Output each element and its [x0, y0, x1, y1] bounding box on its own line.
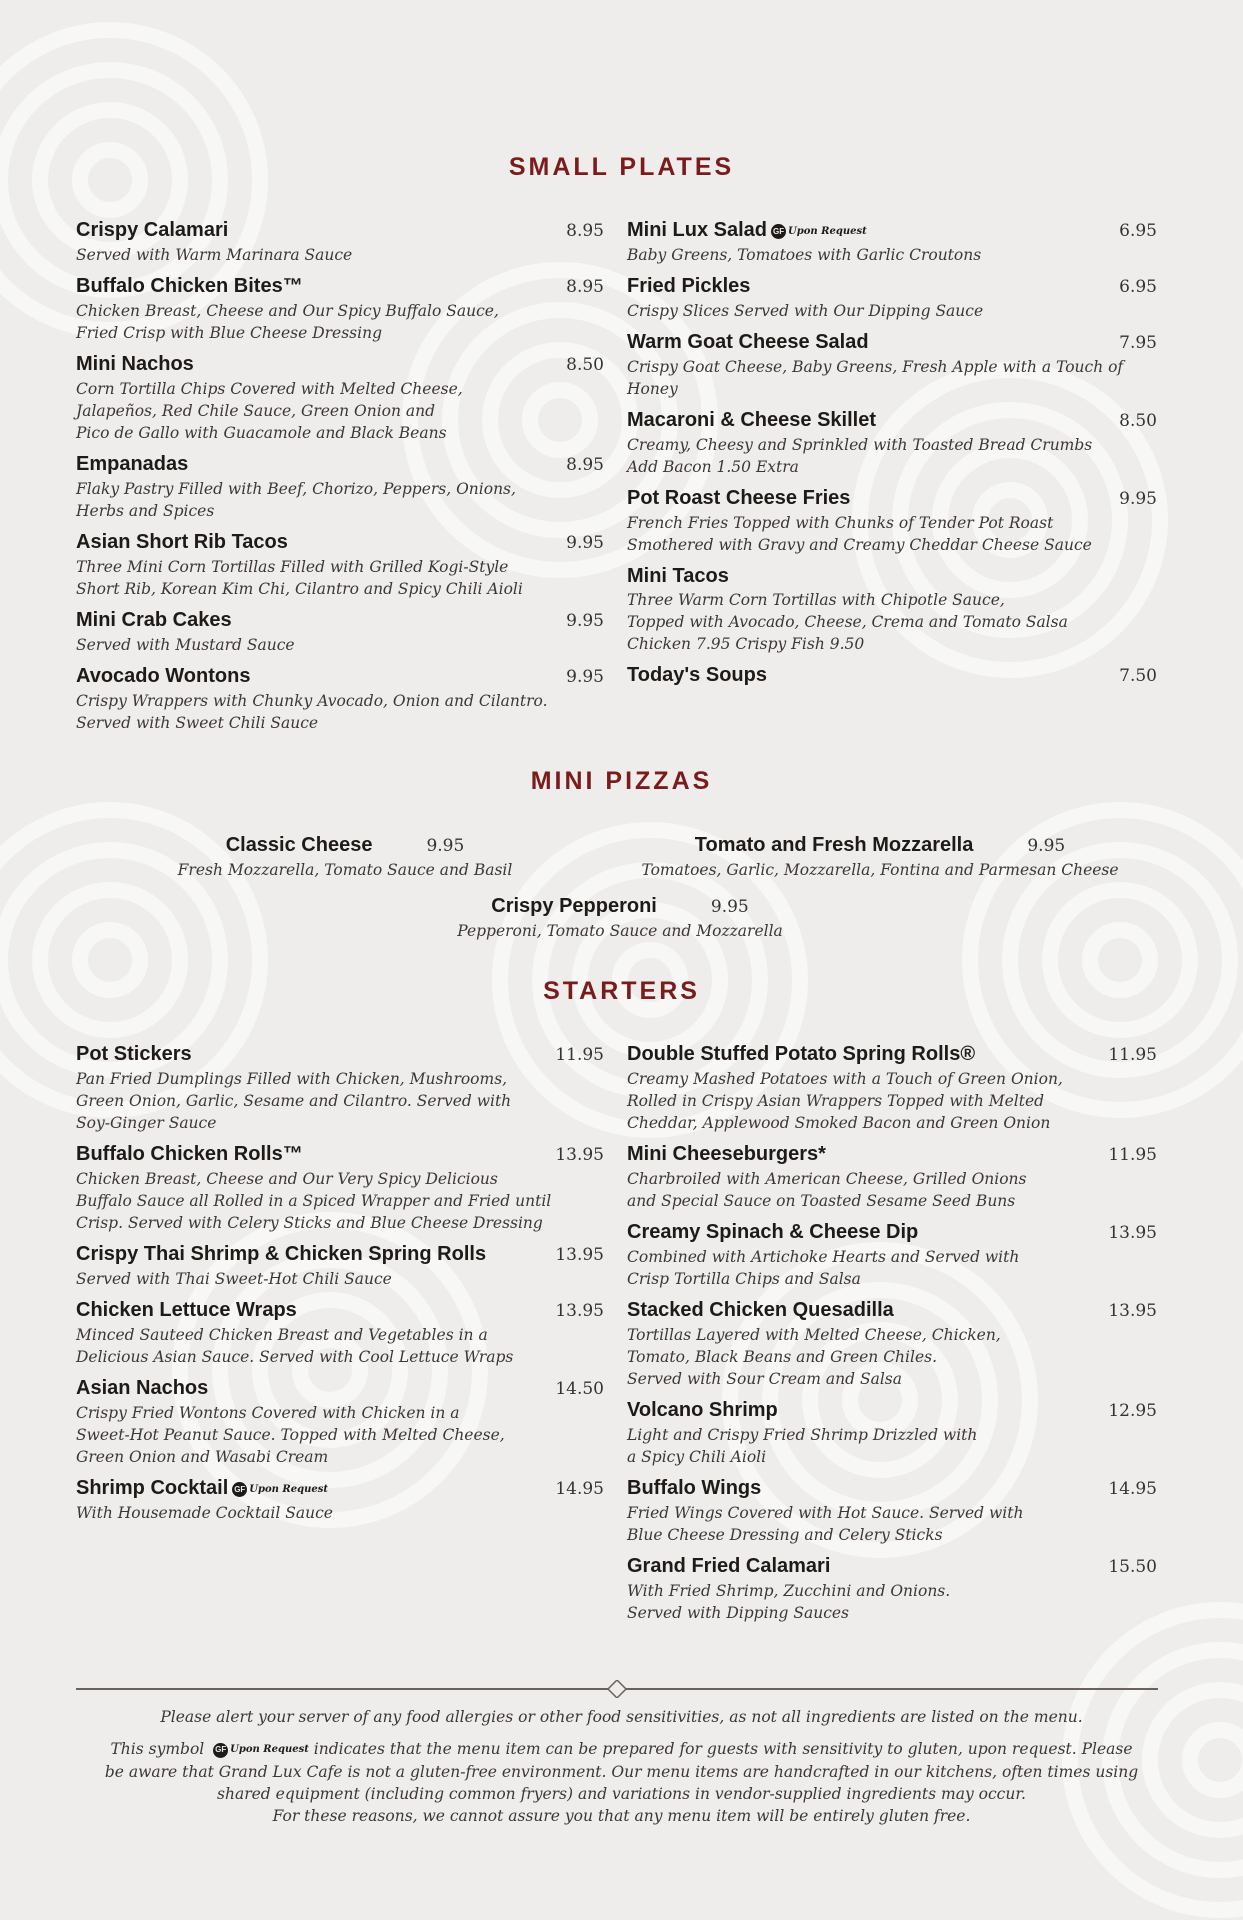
item-price: 11.95 [1108, 1145, 1157, 1165]
item-name: Mini Nachos [76, 353, 194, 375]
item-header [76, 1241, 604, 1268]
gluten-free-note [70, 1738, 1173, 1827]
item-price: 6.95 [1119, 221, 1157, 241]
item-name: Creamy Spinach & Cheese Dip [627, 1221, 919, 1243]
item-price: 9.95 [1119, 489, 1157, 509]
item-price: 8.95 [566, 455, 604, 475]
item-header [627, 662, 1157, 689]
item-name: Buffalo Chicken Bites™ [76, 275, 303, 297]
menu-item [627, 329, 1157, 400]
item-name: Double Stuffed Potato Spring Rolls® [627, 1043, 976, 1065]
item-title-group [627, 485, 850, 511]
item-description: Three Mini Corn Tortillas Filled with Grilled Kogi-Style Short Rib, Korean Kim Chi, Cilantro and Spicy Chili Aioli [76, 558, 523, 598]
item-title-group [76, 1475, 328, 1501]
item-header [76, 607, 604, 634]
gf-prefix: This symbol [110, 1740, 205, 1758]
item-description: Combined with Artichoke Hearts and Served with Crisp Tortilla Chips and Salsa [627, 1248, 1020, 1288]
item-header [627, 1219, 1157, 1246]
item-name: Tomato and Fresh Mozzarella [694, 834, 974, 856]
item-name: Mini Crab Cakes [76, 609, 232, 631]
item-name: Pot Stickers [76, 1043, 192, 1065]
gluten-free-icon: GF [232, 1482, 247, 1497]
item-price: 13.95 [555, 1245, 604, 1265]
item-header [76, 451, 604, 478]
starters-right-column [627, 1041, 1157, 1631]
starters-left-column [76, 1041, 604, 1531]
item-name: Shrimp Cocktail [76, 1477, 229, 1499]
item-price: 14.50 [555, 1379, 604, 1399]
item-title-group [627, 662, 767, 688]
starters-title: STARTERS [543, 977, 700, 1005]
item-header [76, 1375, 604, 1402]
item-description: Three Warm Corn Tortillas with Chipotle Sauce, Topped with Avocado, Cheese, Crema and Tomato Salsa Chicken 7.95 Crispy Fish 9.50 [627, 591, 1068, 653]
menu-item [627, 1475, 1157, 1546]
gluten-free-icon: GF [213, 1743, 228, 1758]
item-description: Crispy Wrappers with Chunky Avocado, Onion and Cilantro. Served with Sweet Chili Sauce [76, 692, 548, 732]
section-divider [76, 1680, 1158, 1698]
item-name: Avocado Wontons [76, 665, 251, 687]
allergy-note: Please alert your server of any food allergies or other food sensitivities, as not all ingredients are listed on the menu. [160, 1708, 1083, 1726]
item-title-group [627, 1397, 778, 1423]
item-title-group [627, 1297, 894, 1323]
item-description: Crispy Fried Wontons Covered with Chicken in a Sweet-Hot Peanut Sauce. Topped with Melted Cheese, Green Onion and Wasabi Cream [76, 1404, 505, 1466]
gf-text: indicates that the menu item can be prepared for guests with sensitivity to gluten, upon request. Please [313, 1740, 1133, 1758]
item-price: 6.95 [1119, 277, 1157, 297]
item-header [627, 217, 1157, 244]
item-header [76, 663, 604, 690]
item-name: Crispy Pepperoni [491, 895, 657, 917]
item-name: Fried Pickles [627, 275, 751, 297]
item-header [627, 1141, 1157, 1168]
item-price: 9.95 [710, 897, 749, 917]
item-title-group [76, 1241, 486, 1267]
item-title-group [627, 1219, 918, 1245]
item-description: Pepperoni, Tomato Sauce and Mozzarella [457, 922, 783, 940]
item-price: 13.95 [1108, 1301, 1157, 1321]
item-price: 7.95 [1119, 333, 1157, 353]
menu-item [627, 1553, 1157, 1624]
item-title-group [76, 529, 288, 555]
item-price: 8.50 [1119, 411, 1157, 431]
item-header [76, 1475, 604, 1502]
item-price: 13.95 [555, 1145, 604, 1165]
item-name: Mini Tacos [627, 565, 729, 587]
menu-item [76, 1041, 604, 1134]
item-price: 9.95 [566, 611, 604, 631]
item-name: Buffalo Chicken Rolls™ [76, 1143, 303, 1165]
item-description: Fried Wings Covered with Hot Sauce. Served with Blue Cheese Dressing and Celery Sticks [627, 1504, 1024, 1544]
item-title-group [627, 329, 869, 355]
item-header [627, 1297, 1157, 1324]
gf-text: For these reasons, we cannot assure you that any menu item will be entirely gluten free. [272, 1807, 971, 1825]
item-title-group [627, 407, 876, 433]
item-title-group [627, 1475, 761, 1501]
gf-badge [771, 224, 867, 239]
menu-item [76, 1141, 604, 1234]
item-description: Creamy, Cheesy and Sprinkled with Toasted Bread Crumbs Add Bacon 1.50 Extra [627, 436, 1093, 476]
item-title-group [627, 563, 729, 589]
menu-item [627, 1297, 1157, 1390]
item-description: Chicken Breast, Cheese and Our Very Spicy Delicious Buffalo Sauce all Rolled in a Spiced Wrapper and Fried until Crisp. Served with Celery Sticks and Blue Cheese Dressing [76, 1170, 552, 1232]
item-header [76, 273, 604, 300]
gf-badge [213, 1739, 309, 1761]
item-header [627, 485, 1157, 512]
pizza-item [630, 832, 1130, 881]
item-name: Asian Short Rib Tacos [76, 531, 288, 553]
menu-item [627, 273, 1157, 322]
item-description: Chicken Breast, Cheese and Our Spicy Buffalo Sauce, Fried Crisp with Blue Cheese Dressing [76, 302, 499, 342]
item-header [76, 351, 604, 378]
menu-item [627, 662, 1157, 689]
item-title-group [627, 1553, 830, 1579]
item-description: Tomatoes, Garlic, Mozzarella, Fontina and Parmesan Cheese [641, 861, 1119, 879]
item-description: Minced Sauteed Chicken Breast and Vegetables in a Delicious Asian Sauce. Served with Cool Lettuce Wraps [76, 1326, 514, 1366]
item-price: 8.50 [566, 355, 604, 375]
gluten-free-icon: GF [771, 224, 786, 239]
item-description: With Fried Shrimp, Zucchini and Onions. Served with Dipping Sauces [627, 1582, 951, 1622]
small-plates-left-column [76, 217, 604, 741]
menu-item [76, 529, 604, 600]
item-header [627, 329, 1157, 356]
gf-text: shared equipment (including common fryers) and variations in vendor-supplied ingredients may occur. [217, 1785, 1026, 1803]
item-description: Pan Fried Dumplings Filled with Chicken, Mushrooms, Green Onion, Garlic, Sesame and Cilantro. Served with Soy-Ginger Sauce [76, 1070, 512, 1132]
item-description: Served with Thai Sweet-Hot Chili Sauce [76, 1270, 392, 1288]
item-description: Baby Greens, Tomatoes with Garlic Croutons [627, 246, 982, 264]
item-header [627, 563, 1157, 589]
item-price: 9.95 [566, 533, 604, 553]
item-price: 13.95 [1108, 1223, 1157, 1243]
item-header [76, 1041, 604, 1068]
item-name: Crispy Calamari [76, 219, 229, 241]
item-description: Served with Mustard Sauce [76, 636, 295, 654]
mini-pizzas-title: MINI PIZZAS [530, 767, 713, 795]
gf-label: Upon Request [249, 1484, 328, 1495]
item-price: 13.95 [555, 1301, 604, 1321]
pizza-item [400, 893, 840, 942]
gf-label: Upon Request [788, 226, 867, 237]
item-title-group [76, 217, 228, 243]
item-title-group [76, 1041, 192, 1067]
menu-item [627, 1041, 1157, 1134]
item-name: Macaroni & Cheese Skillet [627, 409, 876, 431]
small-plates-title: SMALL PLATES [508, 153, 735, 181]
item-name: Today's Soups [627, 664, 767, 686]
item-header [627, 1475, 1157, 1502]
item-price: 15.50 [1108, 1557, 1157, 1577]
item-name: Stacked Chicken Quesadilla [627, 1299, 894, 1321]
item-title-group [627, 217, 867, 243]
item-description: Crispy Slices Served with Our Dipping Sauce [627, 302, 984, 320]
item-description: Charbroiled with American Cheese, Grilled Onions and Special Sauce on Toasted Sesame Seed Buns [627, 1170, 1027, 1210]
item-name: Mini Lux Salad [627, 219, 768, 241]
item-name: Volcano Shrimp [627, 1399, 778, 1421]
menu-item [76, 1475, 604, 1524]
gf-label: Upon Request [230, 1744, 309, 1755]
item-description: Served with Warm Marinara Sauce [76, 246, 353, 264]
item-title-group [76, 451, 188, 477]
item-name: Mini Cheeseburgers* [627, 1143, 826, 1165]
item-description: Corn Tortilla Chips Covered with Melted Cheese, Jalapeños, Red Chile Sauce, Green Onion and Pico de Gallo with Guacamole and Black Beans [76, 380, 463, 442]
item-header [627, 1553, 1157, 1580]
menu-item [76, 451, 604, 522]
item-header [627, 1397, 1157, 1424]
gf-text: be aware that Grand Lux Cafe is not a gluten-free environment. Our menu items are handcrafted in our kitchens, often times using [104, 1763, 1139, 1781]
item-title-group [76, 663, 250, 689]
item-header [76, 1297, 604, 1324]
item-title-group [627, 1141, 826, 1167]
menu-item [76, 273, 604, 344]
item-price: 8.95 [566, 221, 604, 241]
item-name: Asian Nachos [76, 1377, 209, 1399]
item-name: Chicken Lettuce Wraps [76, 1299, 297, 1321]
item-price: 11.95 [555, 1045, 604, 1065]
item-title-group [76, 1297, 297, 1323]
item-description: Light and Crispy Fried Shrimp Drizzled with a Spicy Chili Aioli [627, 1426, 978, 1466]
item-title-group [627, 273, 750, 299]
item-name: Empanadas [76, 453, 189, 475]
item-title-group [76, 351, 194, 377]
item-price: 11.95 [1108, 1045, 1157, 1065]
item-title-group [76, 607, 232, 633]
menu-item [627, 1141, 1157, 1212]
item-price: 7.50 [1119, 666, 1157, 686]
pizza-item [150, 832, 540, 881]
item-header [76, 529, 604, 556]
item-name: Warm Goat Cheese Salad [627, 331, 869, 353]
menu-item [76, 217, 604, 266]
item-price: 14.95 [555, 1479, 604, 1499]
menu-item [76, 351, 604, 444]
menu-item [76, 663, 604, 734]
menu-item [76, 1297, 604, 1368]
item-price: 9.95 [426, 836, 465, 856]
item-header [76, 1141, 604, 1168]
item-description: With Housemade Cocktail Sauce [76, 1504, 333, 1522]
item-description: French Fries Topped with Chunks of Tender Pot Roast Smothered with Gravy and Creamy Cheddar Cheese Sauce [627, 514, 1092, 554]
item-description: Crispy Goat Cheese, Baby Greens, Fresh Apple with a Touch of Honey [627, 358, 1124, 398]
item-name: Crispy Thai Shrimp & Chicken Spring Rolls [76, 1243, 487, 1265]
item-price: 9.95 [566, 667, 604, 687]
menu-item [627, 485, 1157, 556]
menu-item [76, 1241, 604, 1290]
item-title-group [76, 1141, 303, 1167]
item-description: Creamy Mashed Potatoes with a Touch of Green Onion, Rolled in Crispy Asian Wrappers Topped with Melted Cheddar, Applewood Smoked Bacon and Green Onion [627, 1070, 1063, 1132]
item-header [76, 217, 604, 244]
item-description: Tortillas Layered with Melted Cheese, Chicken, Tomato, Black Beans and Green Chiles. Served with Sour Cream and Salsa [627, 1326, 1001, 1388]
menu-item [76, 1375, 604, 1468]
item-header [627, 273, 1157, 300]
item-description: Flaky Pastry Filled with Beef, Chorizo, Peppers, Onions, Herbs and Spices [76, 480, 516, 520]
item-name: Classic Cheese [225, 834, 373, 856]
menu-item [627, 1219, 1157, 1290]
menu-item [627, 1397, 1157, 1468]
item-price: 14.95 [1108, 1479, 1157, 1499]
item-price: 8.95 [566, 277, 604, 297]
item-description: Fresh Mozzarella, Tomato Sauce and Basil [177, 861, 513, 879]
item-name: Grand Fried Calamari [627, 1555, 831, 1577]
gf-badge [232, 1482, 328, 1497]
menu-item [627, 217, 1157, 266]
item-name: Buffalo Wings [627, 1477, 762, 1499]
item-title-group [76, 1375, 208, 1401]
menu-item [627, 563, 1157, 655]
item-name: Pot Roast Cheese Fries [627, 487, 851, 509]
menu-item [627, 407, 1157, 478]
item-price: 9.95 [1027, 836, 1066, 856]
item-title-group [76, 273, 303, 299]
item-header [627, 1041, 1157, 1068]
item-title-group [627, 1041, 975, 1067]
menu-item [76, 607, 604, 656]
item-price: 12.95 [1108, 1401, 1157, 1421]
small-plates-right-column [627, 217, 1157, 696]
item-header [627, 407, 1157, 434]
